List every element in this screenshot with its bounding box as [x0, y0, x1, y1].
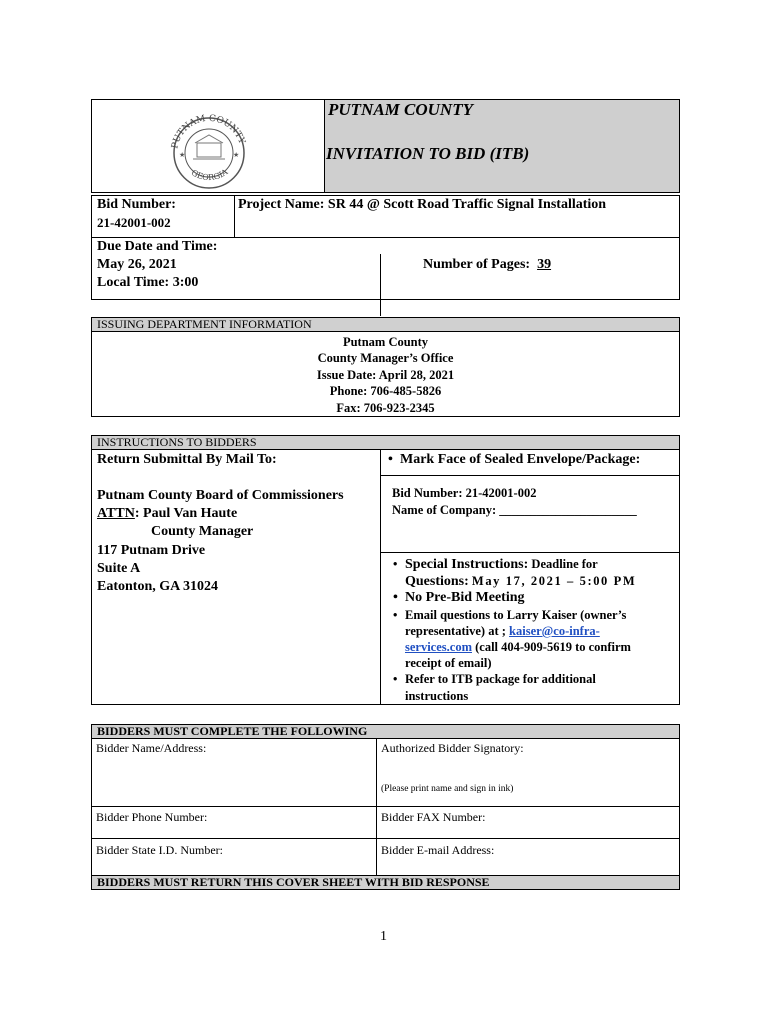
- print-note: (Please print name and sign in ink): [381, 784, 514, 794]
- envelope-company: Name of Company: ______________________: [392, 503, 637, 517]
- bidder-name-address-field[interactable]: Bidder Name/Address:: [96, 741, 207, 755]
- email-link[interactable]: kaiser@co-infra-: [509, 623, 600, 638]
- mailing-address: Putnam County Board of Commissioners ATTN: Paul Van Haute County Manager 117 Putnam Drive Suite A Eatonton, GA 31024: [97, 488, 344, 595]
- due-local-time: Local Time: 3:00: [97, 275, 199, 290]
- refer-itb-item: • Refer to ITB package for additional instructions: [389, 671, 674, 703]
- issuing-info: [91, 334, 680, 416]
- issuing-line: Fax: 706-923-2345: [336, 400, 435, 415]
- issuing-line: Issue Date: April 28, 2021: [316, 367, 455, 382]
- county-seal: [163, 113, 255, 189]
- special-instructions-list: [389, 556, 674, 704]
- bidder-state-id-field[interactable]: Bidder State I.D. Number:: [96, 843, 223, 857]
- number-of-pages: Number of Pages: 39: [423, 257, 552, 272]
- email-questions-item: • Email questions to Larry Kaiser (owner’s representative) at ; kaiser@co-infra- services.com (call 404-909-5619 to confirm receipt of email): [389, 607, 674, 672]
- bid-number-value: 21-42001-002: [97, 215, 171, 230]
- no-prebid-item: • No Pre-Bid Meeting: [389, 590, 674, 606]
- itb-heading: INVITATION TO BID (ITB): [326, 144, 530, 163]
- bidder-email-field[interactable]: Bidder E-mail Address:: [381, 843, 495, 857]
- return-mail-label: Return Submittal By Mail To:: [97, 452, 277, 467]
- issuing-line: Phone: 706-485-5826: [329, 384, 442, 399]
- due-date-label: Due Date and Time:: [97, 239, 218, 254]
- special-instructions-item: • Special Instructions: Deadline for Questions: May 17, 2021 – 5:00 PM: [389, 556, 674, 590]
- seal-bottom-text: GEORGIA: [189, 167, 230, 183]
- project-name: Project Name: SR 44 @ Scott Road Traffic Signal Installation: [238, 197, 607, 212]
- due-date-value: May 26, 2021: [97, 257, 177, 272]
- bidder-phone-field[interactable]: Bidder Phone Number:: [96, 810, 208, 824]
- county-heading: PUTNAM COUNTY: [328, 100, 473, 119]
- envelope-bid-number: Bid Number: 21-42001-002: [392, 486, 537, 500]
- bidders-header: BIDDERS MUST COMPLETE THE FOLLOWING: [91, 724, 680, 739]
- page-number: 1: [380, 929, 387, 944]
- bidder-fax-field[interactable]: Bidder FAX Number:: [381, 810, 486, 824]
- bid-number-label: Bid Number:: [97, 197, 176, 212]
- seal-top-text: PUTNAM COUNTY: [170, 113, 247, 150]
- svg-text:★: ★: [179, 151, 186, 159]
- issuing-line: County Manager’s Office: [317, 351, 454, 366]
- issuing-line: Putnam County: [342, 335, 429, 349]
- issuing-header: ISSUING DEPARTMENT INFORMATION: [91, 317, 680, 332]
- signatory-field[interactable]: Authorized Bidder Signatory:: [381, 741, 524, 755]
- mark-face-item: • Mark Face of Sealed Envelope/Package:: [384, 452, 640, 468]
- mark-face-list: [384, 452, 640, 468]
- svg-text:★: ★: [233, 151, 240, 159]
- return-cover-sheet-footer: BIDDERS MUST RETURN THIS COVER SHEET WITH BID RESPONSE: [91, 875, 680, 890]
- email-link-cont[interactable]: services.com: [405, 640, 472, 655]
- instructions-header: INSTRUCTIONS TO BIDDERS: [91, 435, 680, 450]
